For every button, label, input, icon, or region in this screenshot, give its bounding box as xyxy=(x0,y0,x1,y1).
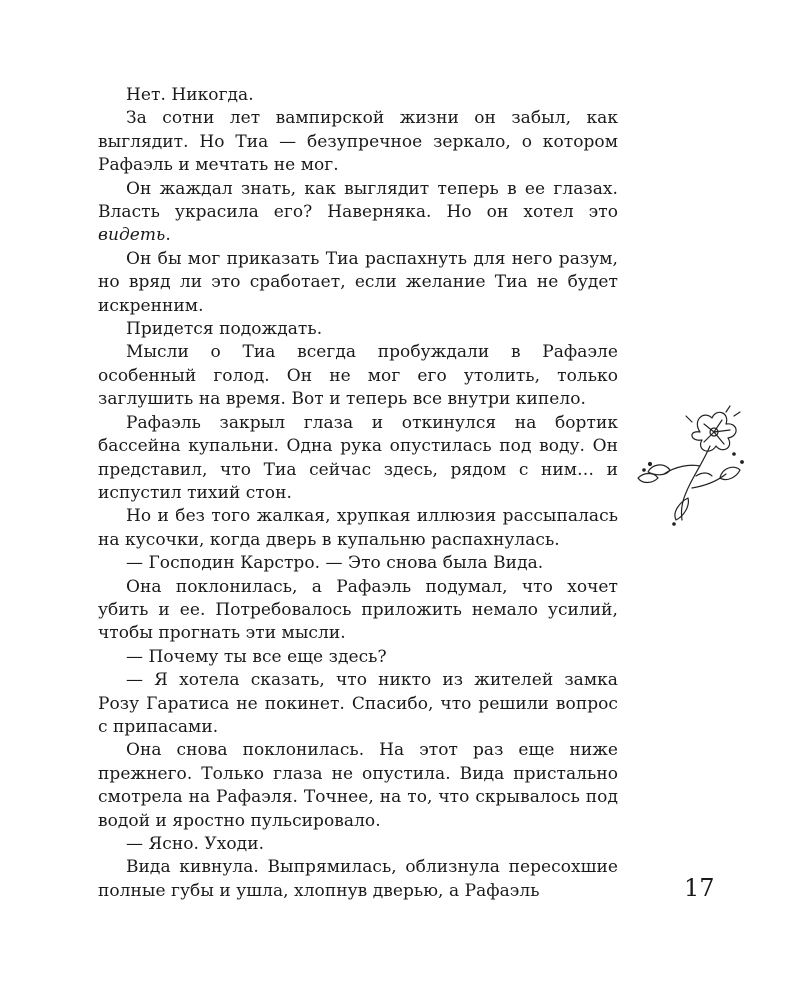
emphasis-word: видеть xyxy=(98,225,166,246)
paragraph-10: Она поклонилась, а Рафаэль подумал, что хочет убить и ее. Потребовалось приложить немало усилий, чтобы прогнать эти мысли. xyxy=(98,576,618,644)
dialogue-line-2: — Почему ты все еще здесь? xyxy=(126,646,387,667)
paragraph-6: Мысли о Тиа всегда пробуждали в Рафаэле особенный голод. Он не мог его утолить, только заглушить на время. Вот и теперь все внутри кипело. xyxy=(98,342,618,410)
paragraph-13: Она снова поклонилась. На этот раз еще ниже прежнего. Только глаза не опустила. Вида пристально смотрела на Рафаэля. Точнее, на то, что скрывалось под водой и яростно пульсировало. xyxy=(98,740,618,831)
paragraph-2: За сотни лет вампирской жизни он забыл, как выглядит. Но Тиа — безупречное зеркало, о котором Рафаэль и мечтать не мог. xyxy=(98,108,618,176)
paragraph-8: Но и без того жалкая, хрупкая иллюзия рассыпалась на кусочки, когда дверь в купальню распахнулась. xyxy=(98,506,618,550)
paragraph-15: Вида кивнула. Выпрямилась, облизнула пересохшие полные губы и ушла, хлопнув дверью, а Рафаэль xyxy=(98,857,618,901)
paragraph-5: Придется подождать. xyxy=(126,319,323,340)
paragraph-3-end: . xyxy=(165,225,171,246)
dialogue-line-3: — Я хотела сказать, что никто из жителей замка Розу Гаратиса не покинет. Спасибо, что решили вопрос с припасами. xyxy=(98,670,618,737)
paragraph-4: Он бы мог приказать Тиа распахнуть для него разум, но вряд ли это сработает, если желание Тиа не будет искренним. xyxy=(98,248,618,316)
page-body-text xyxy=(98,84,618,903)
flower-sprig-icon xyxy=(630,402,760,532)
dialogue-line-4: — Ясно. Уходи. xyxy=(126,834,265,854)
paragraph-3 xyxy=(98,178,618,248)
dialogue-line-1: — Господин Карстро. — Это снова была Вида. xyxy=(126,553,544,574)
paragraph-1: Нет. Никогда. xyxy=(126,85,254,105)
page-number: 17 xyxy=(684,874,715,902)
paragraph-7: Рафаэль закрыл глаза и откинулся на бортик бассейна купальни. Одна рука опустилась под воду. Он представил, что Тиа сейчас здесь, рядом с ним… и испустил тихий стон. xyxy=(98,412,618,503)
paragraph-3-text: Он жаждал знать, как выглядит теперь в ее глазах. Власть украсила его? Наверняка. Но он хотел это xyxy=(98,178,618,223)
